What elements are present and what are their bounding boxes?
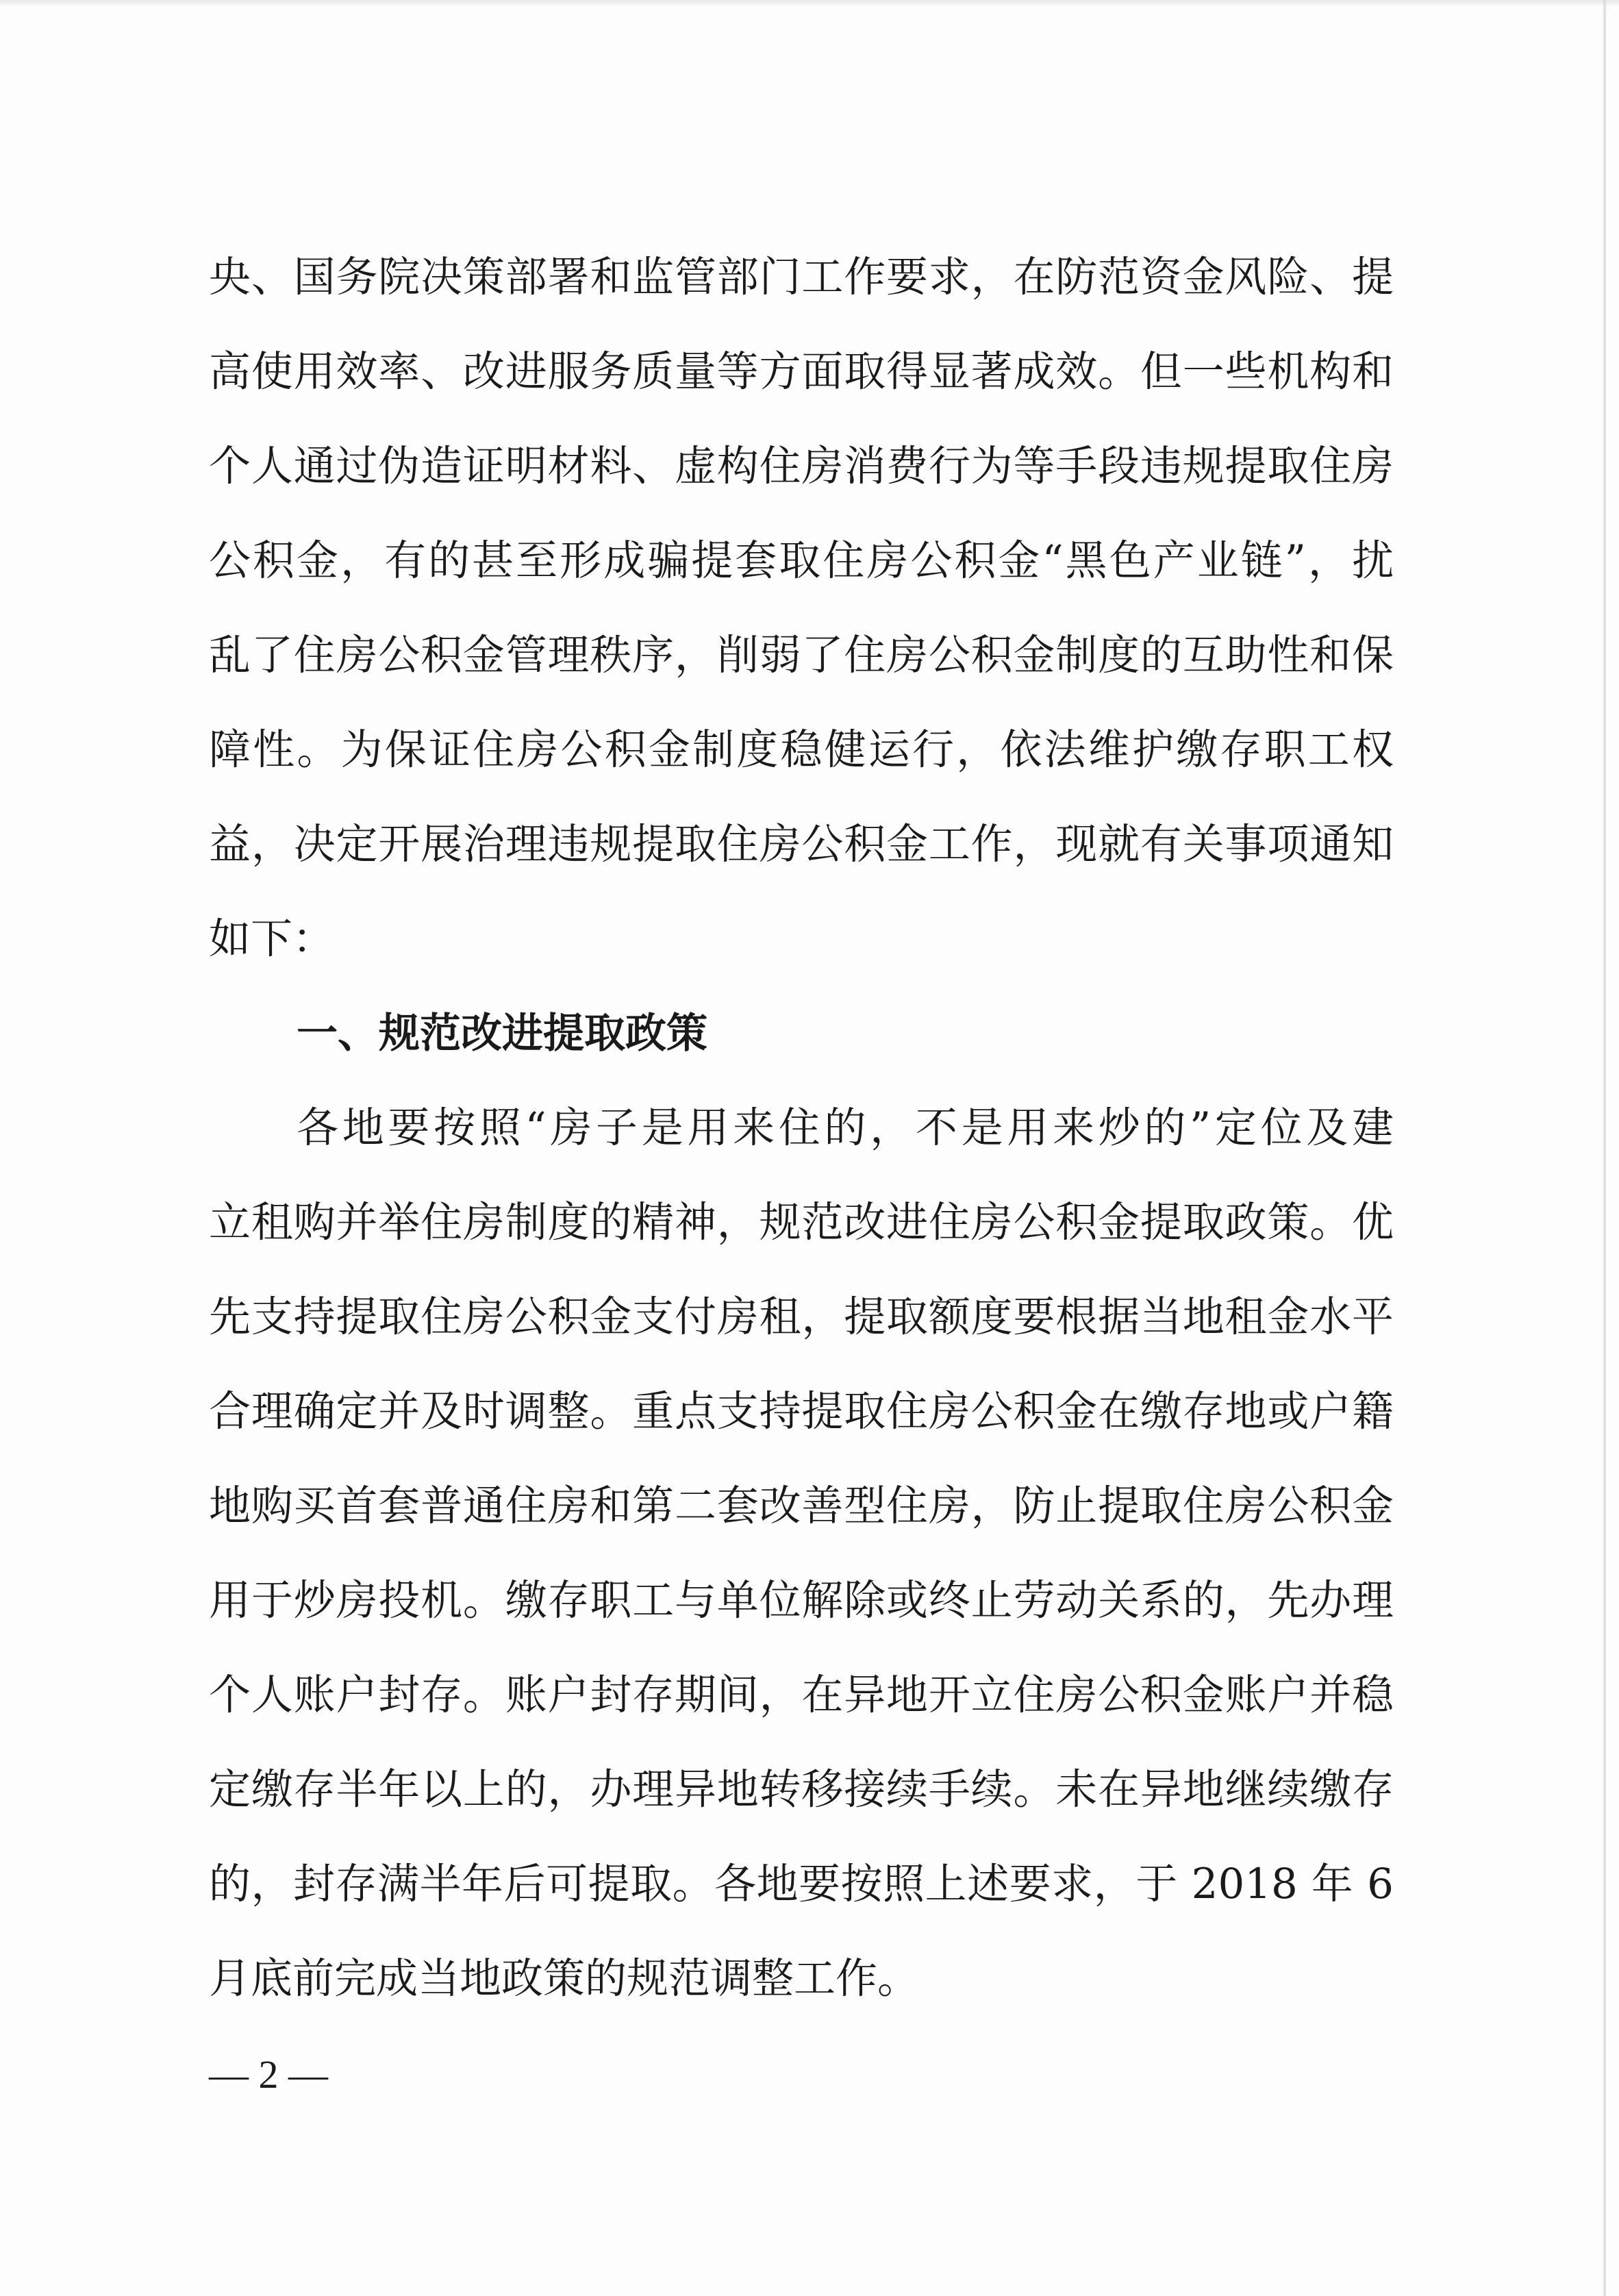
text-line: 各地要按照“房子是用来住的，不是用来炒的”定位及建 [297, 1103, 1394, 1152]
text-line: 立租购并举住房制度的精神，规范改进住房公积金提取政策。优 [209, 1198, 1394, 1247]
text-line: 个人通过伪造证明材料、虚构住房消费行为等手段违规提取住房 [209, 442, 1394, 490]
text-line: 个人账户封存。账户封存期间，在异地开立住房公积金账户并稳 [209, 1671, 1394, 1719]
text-line: 障性。为保证住房公积金制度稳健运行，依法维护缴存职工权 [209, 725, 1394, 774]
text-line: 的，封存满半年后可提取。各地要按照上述要求，于 2018 年 6 [209, 1860, 1394, 1908]
text-line: 乱了住房公积金管理秩序，削弱了住房公积金制度的互助性和保 [209, 631, 1394, 679]
text-line: 用于炒房投机。缴存职工与单位解除或终止劳动关系的，先办理 [209, 1576, 1394, 1625]
page-number: — 2 — [209, 2052, 328, 2097]
text-line: 合理确定并及时调整。重点支持提取住房公积金在缴存地或户籍 [209, 1387, 1394, 1436]
text-line: 如下： [209, 914, 335, 963]
text-line: 地购买首套普通住房和第二套改善型住房，防止提取住房公积金 [209, 1482, 1394, 1530]
text-line: 定缴存半年以上的，办理异地转移接续手续。未在异地继续缴存 [209, 1765, 1394, 1814]
scan-edge-right [1603, 0, 1607, 2296]
text-line: 公积金，有的甚至形成骗提套取住房公积金“黑色产业链”，扰 [209, 536, 1394, 585]
section-heading: 一、规范改进提取政策 [297, 1010, 707, 1058]
text-line: 高使用效率、改进服务质量等方面取得显著成效。但一些机构和 [209, 347, 1394, 396]
scan-edge-top [0, 0, 1619, 7]
text-line: 月底前完成当地政策的规范调整工作。 [209, 1954, 920, 2003]
text-line: 先支持提取住房公积金支付房租，提取额度要根据当地租金水平 [209, 1293, 1394, 1341]
text-line: 益，决定开展治理违规提取住房公积金工作，现就有关事项通知 [209, 820, 1394, 869]
text-line: 央、国务院决策部署和监管部门工作要求，在防范资金风险、提 [209, 253, 1394, 301]
